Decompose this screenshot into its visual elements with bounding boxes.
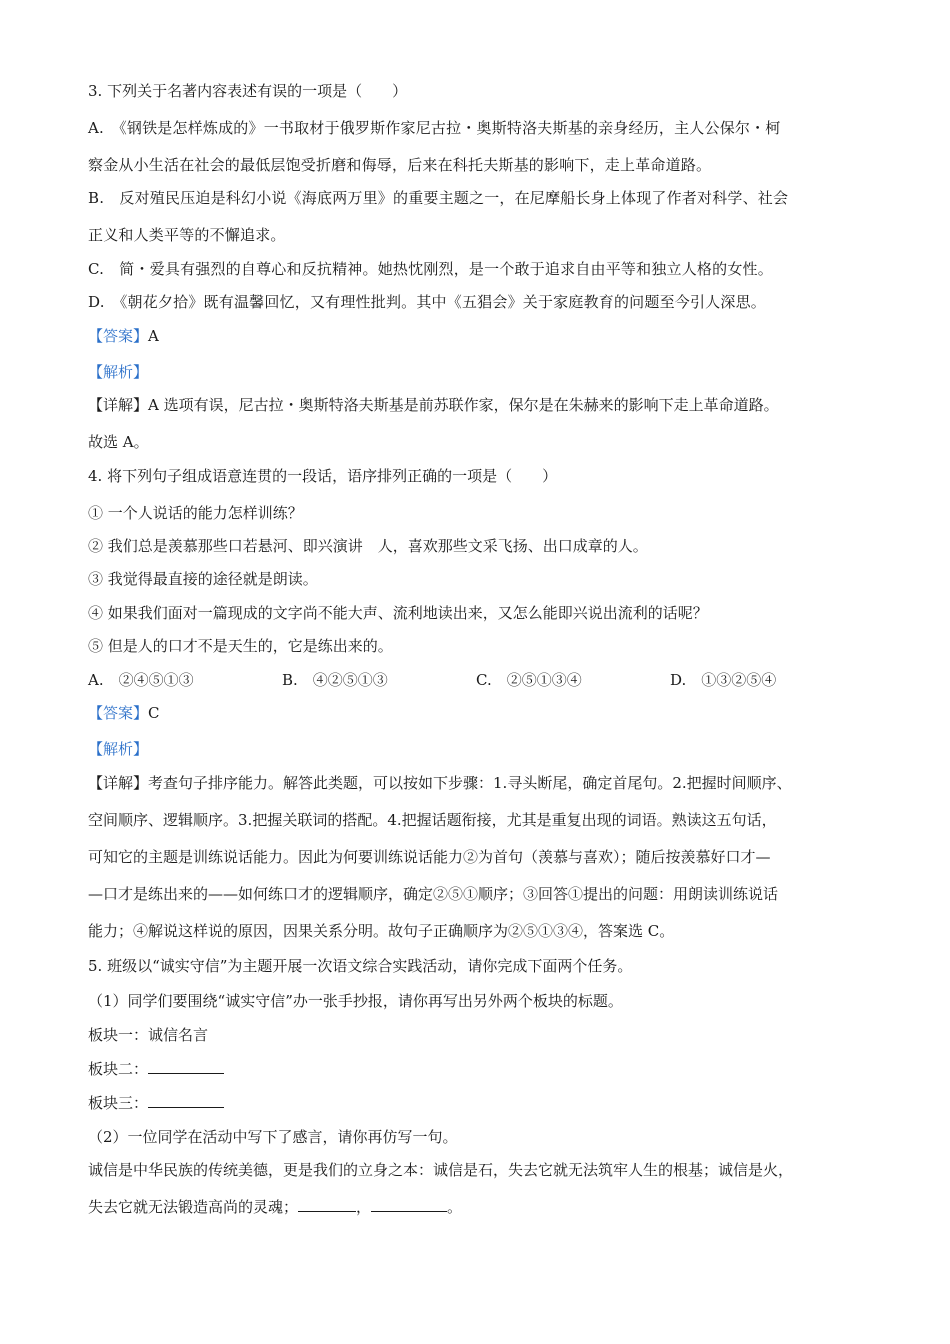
q3-option-a-line1: A. 《钢铁是怎样炼成的》一书取材于俄罗斯作家尼古拉・奥斯特洛夫斯基的亲身经历，主人公保尔・柯 <box>88 119 781 137</box>
q4-sentence-2: ② 我们总是羡慕那些口若悬河、即兴演讲 人，喜欢那些文采飞扬、出口成章的人。 <box>88 537 648 555</box>
q5-task-2: （2）一位同学在活动中写下了感言，请你再仿写一句。 <box>88 1128 458 1146</box>
detail-tag: 【详解】 <box>88 396 149 414</box>
q4-sentence-4: ④ 如果我们面对一篇现成的文字尚不能大声、流利地读出来，又怎么能即兴说出流利的话呢？ <box>88 604 708 622</box>
answer-tag: 【答案】 <box>88 327 149 345</box>
q4-detail-line4: —口才是练出来的——如何练口才的逻辑顺序，确定②⑤①顺序；③回答①提出的问题：用朗读训练说话 <box>88 885 779 903</box>
q4-option-a: A. ②④⑤①③ <box>88 671 194 689</box>
imitation-blank-1[interactable] <box>298 1197 356 1212</box>
question-3-title: 3. 下列关于名著内容表述有误的一项是（ ） <box>88 82 408 100</box>
q3-option-b-line1: B. 反对殖民压迫是科幻小说《海底两万里》的重要主题之一，在尼摩船长身上体现了作者对科学、社会 <box>88 189 789 207</box>
answer-value: C <box>148 704 160 722</box>
q3-option-b-line2: 正义和人类平等的不懈追求。 <box>88 226 286 244</box>
q3-answer <box>88 326 159 346</box>
block-3-blank[interactable] <box>148 1093 224 1108</box>
prompt-text: 失去它就无法锻造高尚的灵魂； <box>88 1198 299 1216</box>
imitation-blank-2[interactable] <box>371 1197 447 1212</box>
question-5-title: 5. 班级以“诚实守信”为主题开展一次语文综合实践活动，请你完成下面两个任务。 <box>88 957 633 975</box>
q4-detail-line5: 能力；④解说这样说的原因，因果关系分明。故句子正确顺序为②⑤①③④，答案选 C。 <box>88 922 675 940</box>
block-2-blank[interactable] <box>148 1059 224 1074</box>
period: 。 <box>447 1198 463 1216</box>
q4-option-b: B. ④②⑤①③ <box>282 671 388 689</box>
q4-sentence-1: ① 一个人说话的能力怎样训练？ <box>88 504 303 522</box>
q4-option-d: D. ①③②⑤④ <box>670 671 777 689</box>
question-4-title: 4. 将下列句子组成语意连贯的一段话，语序排列正确的一项是（ ） <box>88 467 558 485</box>
q5-prompt-line2 <box>88 1197 462 1217</box>
q3-option-c: C. 简・爱具有强烈的自尊心和反抗精神。她热忱刚烈，是一个敢于追求自由平等和独立人格的女性。 <box>88 260 773 278</box>
q4-detail-line3: 可知它的主题是训练说话能力。因此为何要训练说话能力②为首句（羡慕与喜欢）；随后按羡慕好口才— <box>88 848 771 866</box>
block-2-label: 板块二： <box>88 1060 149 1078</box>
q3-option-a-line2: 察金从小生活在社会的最低层饱受折磨和侮辱，后来在科托夫斯基的影响下，走上革命道路。 <box>88 156 712 174</box>
q3-option-d: D. 《朝花夕拾》既有温馨回忆，又有理性批判。其中《五猖会》关于家庭教育的问题至今引人深思。 <box>88 293 766 311</box>
q5-prompt-line1: 诚信是中华民族的传统美德，更是我们的立身之本：诚信是石，失去它就无法筑牢人生的根基；诚信是火， <box>88 1161 794 1179</box>
detail-tag: 【详解】 <box>88 774 149 792</box>
answer-tag: 【答案】 <box>88 704 149 722</box>
q5-block-1: 板块一：诚信名言 <box>88 1026 209 1044</box>
q4-option-c: C. ②⑤①③④ <box>476 671 582 689</box>
q4-answer <box>88 703 160 723</box>
q5-block-2 <box>88 1059 224 1079</box>
detail-text: A 选项有误，尼古拉・奥斯特洛夫斯基是前苏联作家，保尔是在朱赫来的影响下走上革命道路。 <box>148 396 779 414</box>
answer-value: A <box>148 327 159 345</box>
q3-analysis-tag: 【解析】 <box>88 363 149 381</box>
q4-sentence-5: ⑤ 但是人的口才不是天生的，它是练出来的。 <box>88 637 393 655</box>
comma: ， <box>356 1198 372 1216</box>
q4-analysis-tag: 【解析】 <box>88 740 149 758</box>
q4-detail-line1 <box>88 773 792 793</box>
block-3-label: 板块三： <box>88 1094 149 1112</box>
q5-task-1: （1）同学们要围绕“诚实守信”办一张手抄报，请你再写出另外两个板块的标题。 <box>88 992 623 1010</box>
q3-detail <box>88 395 779 415</box>
q4-sentence-3: ③ 我觉得最直接的途径就是朗读。 <box>88 570 318 588</box>
q4-detail-line2: 空间顺序、逻辑顺序。3.把握关联词的搭配。4.把握话题衔接，尤其是重复出现的词语。熟读这五句话， <box>88 811 777 829</box>
q3-conclusion: 故选 A。 <box>88 433 149 451</box>
q5-block-3 <box>88 1093 224 1113</box>
detail-text: 考查句子排序能力。解答此类题，可以按如下步骤：1.寻头断尾，确定首尾句。2.把握时间顺序、 <box>148 774 792 792</box>
